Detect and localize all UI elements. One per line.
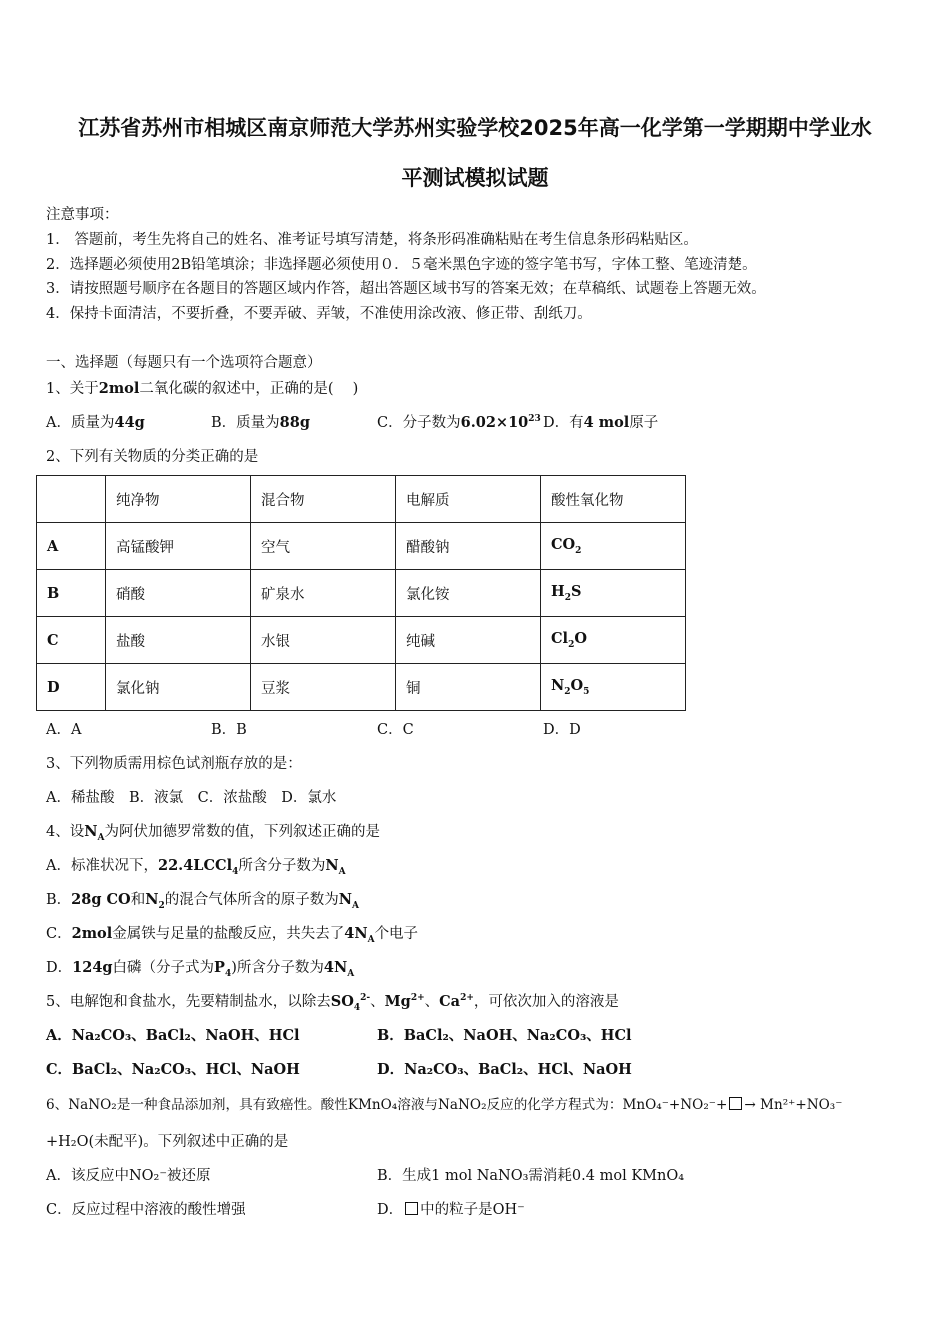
row-label: B xyxy=(37,570,106,617)
q4-option-b: B．28g CO和$N_2$的混合气体所含的原子数为$N_A$ xyxy=(46,891,359,911)
page-title-line2: 平测试模拟试题 xyxy=(401,166,549,190)
q6-option-d: D． 中的粒子是OH⁻ xyxy=(377,1202,525,1218)
question-2-stem: 2、下列有关物质的分类正确的是 xyxy=(46,449,259,465)
q5-option-b: B．BaCl₂、NaOH、Na₂CO₃、HCl xyxy=(377,1027,632,1044)
table-cell: $H_2S$ xyxy=(541,570,686,617)
table-header-cell: 电解质 xyxy=(396,476,541,523)
table-header-cell: 酸性氧化物 xyxy=(541,476,686,523)
q5-option-d: D．Na₂CO₃、BaCl₂、HCl、NaOH xyxy=(377,1061,632,1078)
q1-option-a: A．质量为44g xyxy=(46,414,145,431)
table-cell: 硝酸 xyxy=(106,570,251,617)
note-item: 4．保持卡面清洁，不要折叠，不要弄破、弄皱，不准使用涂改液、修正带、刮纸刀。 xyxy=(46,306,592,322)
question-6-stem: 6、NaNO₂是一种食品添加剂，具有致癌性。酸性KMnO₄溶液与NaNO₂反应的化学方程式为：MnO₄⁻+NO₂⁻+ → Mn²⁺+NO₃⁻ xyxy=(46,1097,843,1113)
blank-box-icon xyxy=(405,1202,418,1215)
q4-option-c: C．2mol金属铁与足量的盐酸反应，共失去了$4N_A$个电子 xyxy=(46,925,419,945)
table-header-cell: 纯净物 xyxy=(106,476,251,523)
q3-options: A．稀盐酸 B．液氯 C．浓盐酸 D．氯水 xyxy=(46,790,337,806)
table-row xyxy=(37,617,686,664)
q1-option-d: D．有4 mol原子 xyxy=(543,414,659,431)
question-5-stem: 5、电解饱和食盐水，先要精制盐水，以除去$SO_4^{2-}$、$Mg^{2+}$、$Ca^{2+}$，可依次加入的溶液是 xyxy=(46,993,619,1013)
q6-option-b: B．生成1 mol NaNO₃需消耗0.4 mol KMnO₄ xyxy=(377,1168,685,1184)
section-heading: 一、选择题（每题只有一个选项符合题意） xyxy=(46,355,322,371)
q5-option-c: C．BaCl₂、Na₂CO₃、HCl、NaOH xyxy=(46,1061,300,1078)
table-cell: $Cl_2O$ xyxy=(541,617,686,664)
classification-table xyxy=(36,475,686,711)
q1-option-b: B．质量为88g xyxy=(211,414,310,431)
table-header-cell xyxy=(37,476,106,523)
question-4-stem: 4、设$N_A$为阿伏加德罗常数的值，下列叙述正确的是 xyxy=(46,823,380,843)
page-title: 江苏省苏州市相城区南京师范大学苏州实验学校2025年高一化学第一学期期中学业水 xyxy=(78,116,872,140)
note-item: 1． 答题前，考生先将自己的姓名、准考证号填写清楚，将条形码准确粘贴在考生信息条形码粘贴区。 xyxy=(46,232,698,248)
note-item: 2．选择题必须使用2B铅笔填涂；非选择题必须使用０．５毫米黑色字迹的签字笔书写，字体工整、笔迹清楚。 xyxy=(46,257,757,273)
table-cell: $N_2O_5$ xyxy=(541,664,686,711)
table-row xyxy=(37,664,686,711)
question-3-stem: 3、下列物质需用棕色试剂瓶存放的是： xyxy=(46,756,302,772)
table-cell: 铜 xyxy=(396,664,541,711)
table-cell: 盐酸 xyxy=(106,617,251,664)
table-cell: 高锰酸钾 xyxy=(106,523,251,570)
table-cell: 豆浆 xyxy=(251,664,396,711)
table-header-row xyxy=(37,476,686,523)
table-cell: 氯化钠 xyxy=(106,664,251,711)
table-row xyxy=(37,523,686,570)
q2-option-d: D．D xyxy=(543,722,581,738)
question-6-stem-cont: +H₂O(未配平)。下列叙述中正确的是 xyxy=(46,1134,289,1150)
question-1-stem: 1、关于2mol二氧化碳的叙述中，正确的是( ) xyxy=(46,380,359,397)
row-label: A xyxy=(37,523,106,570)
q2-option-b: B．B xyxy=(211,722,247,738)
table-cell: 醋酸钠 xyxy=(396,523,541,570)
table-row xyxy=(37,570,686,617)
table-cell: 水银 xyxy=(251,617,396,664)
row-label: C xyxy=(37,617,106,664)
table-header-cell: 混合物 xyxy=(251,476,396,523)
q4-option-d: D．124g白磷（分子式为$P_4$)所含分子数为$4N_A$ xyxy=(46,959,355,979)
blank-box-icon xyxy=(729,1097,742,1110)
notes-heading: 注意事项： xyxy=(46,207,119,223)
q6-option-c: C．反应过程中溶液的酸性增强 xyxy=(46,1202,246,1218)
table-cell: 纯碱 xyxy=(396,617,541,664)
q6-option-a: A．该反应中NO₂⁻被还原 xyxy=(46,1168,211,1184)
q2-option-a: A．A xyxy=(46,722,82,738)
row-label: D xyxy=(37,664,106,711)
table-cell: $CO_2$ xyxy=(541,523,686,570)
note-item: 3．请按照题号顺序在各题目的答题区域内作答，超出答题区域书写的答案无效；在草稿纸、试题卷上答题无效。 xyxy=(46,281,766,297)
q1-option-c: C．分子数为$6.02\times 10^{23}$ xyxy=(377,414,541,431)
q2-option-c: C．C xyxy=(377,722,414,738)
table-cell: 矿泉水 xyxy=(251,570,396,617)
q4-option-a: A．标准状况下，22.4LCCl$_4$所含分子数为$N_A$ xyxy=(46,857,346,877)
table-cell: 空气 xyxy=(251,523,396,570)
table-cell: 氯化铵 xyxy=(396,570,541,617)
q5-option-a: A．Na₂CO₃、BaCl₂、NaOH、HCl xyxy=(46,1027,300,1044)
